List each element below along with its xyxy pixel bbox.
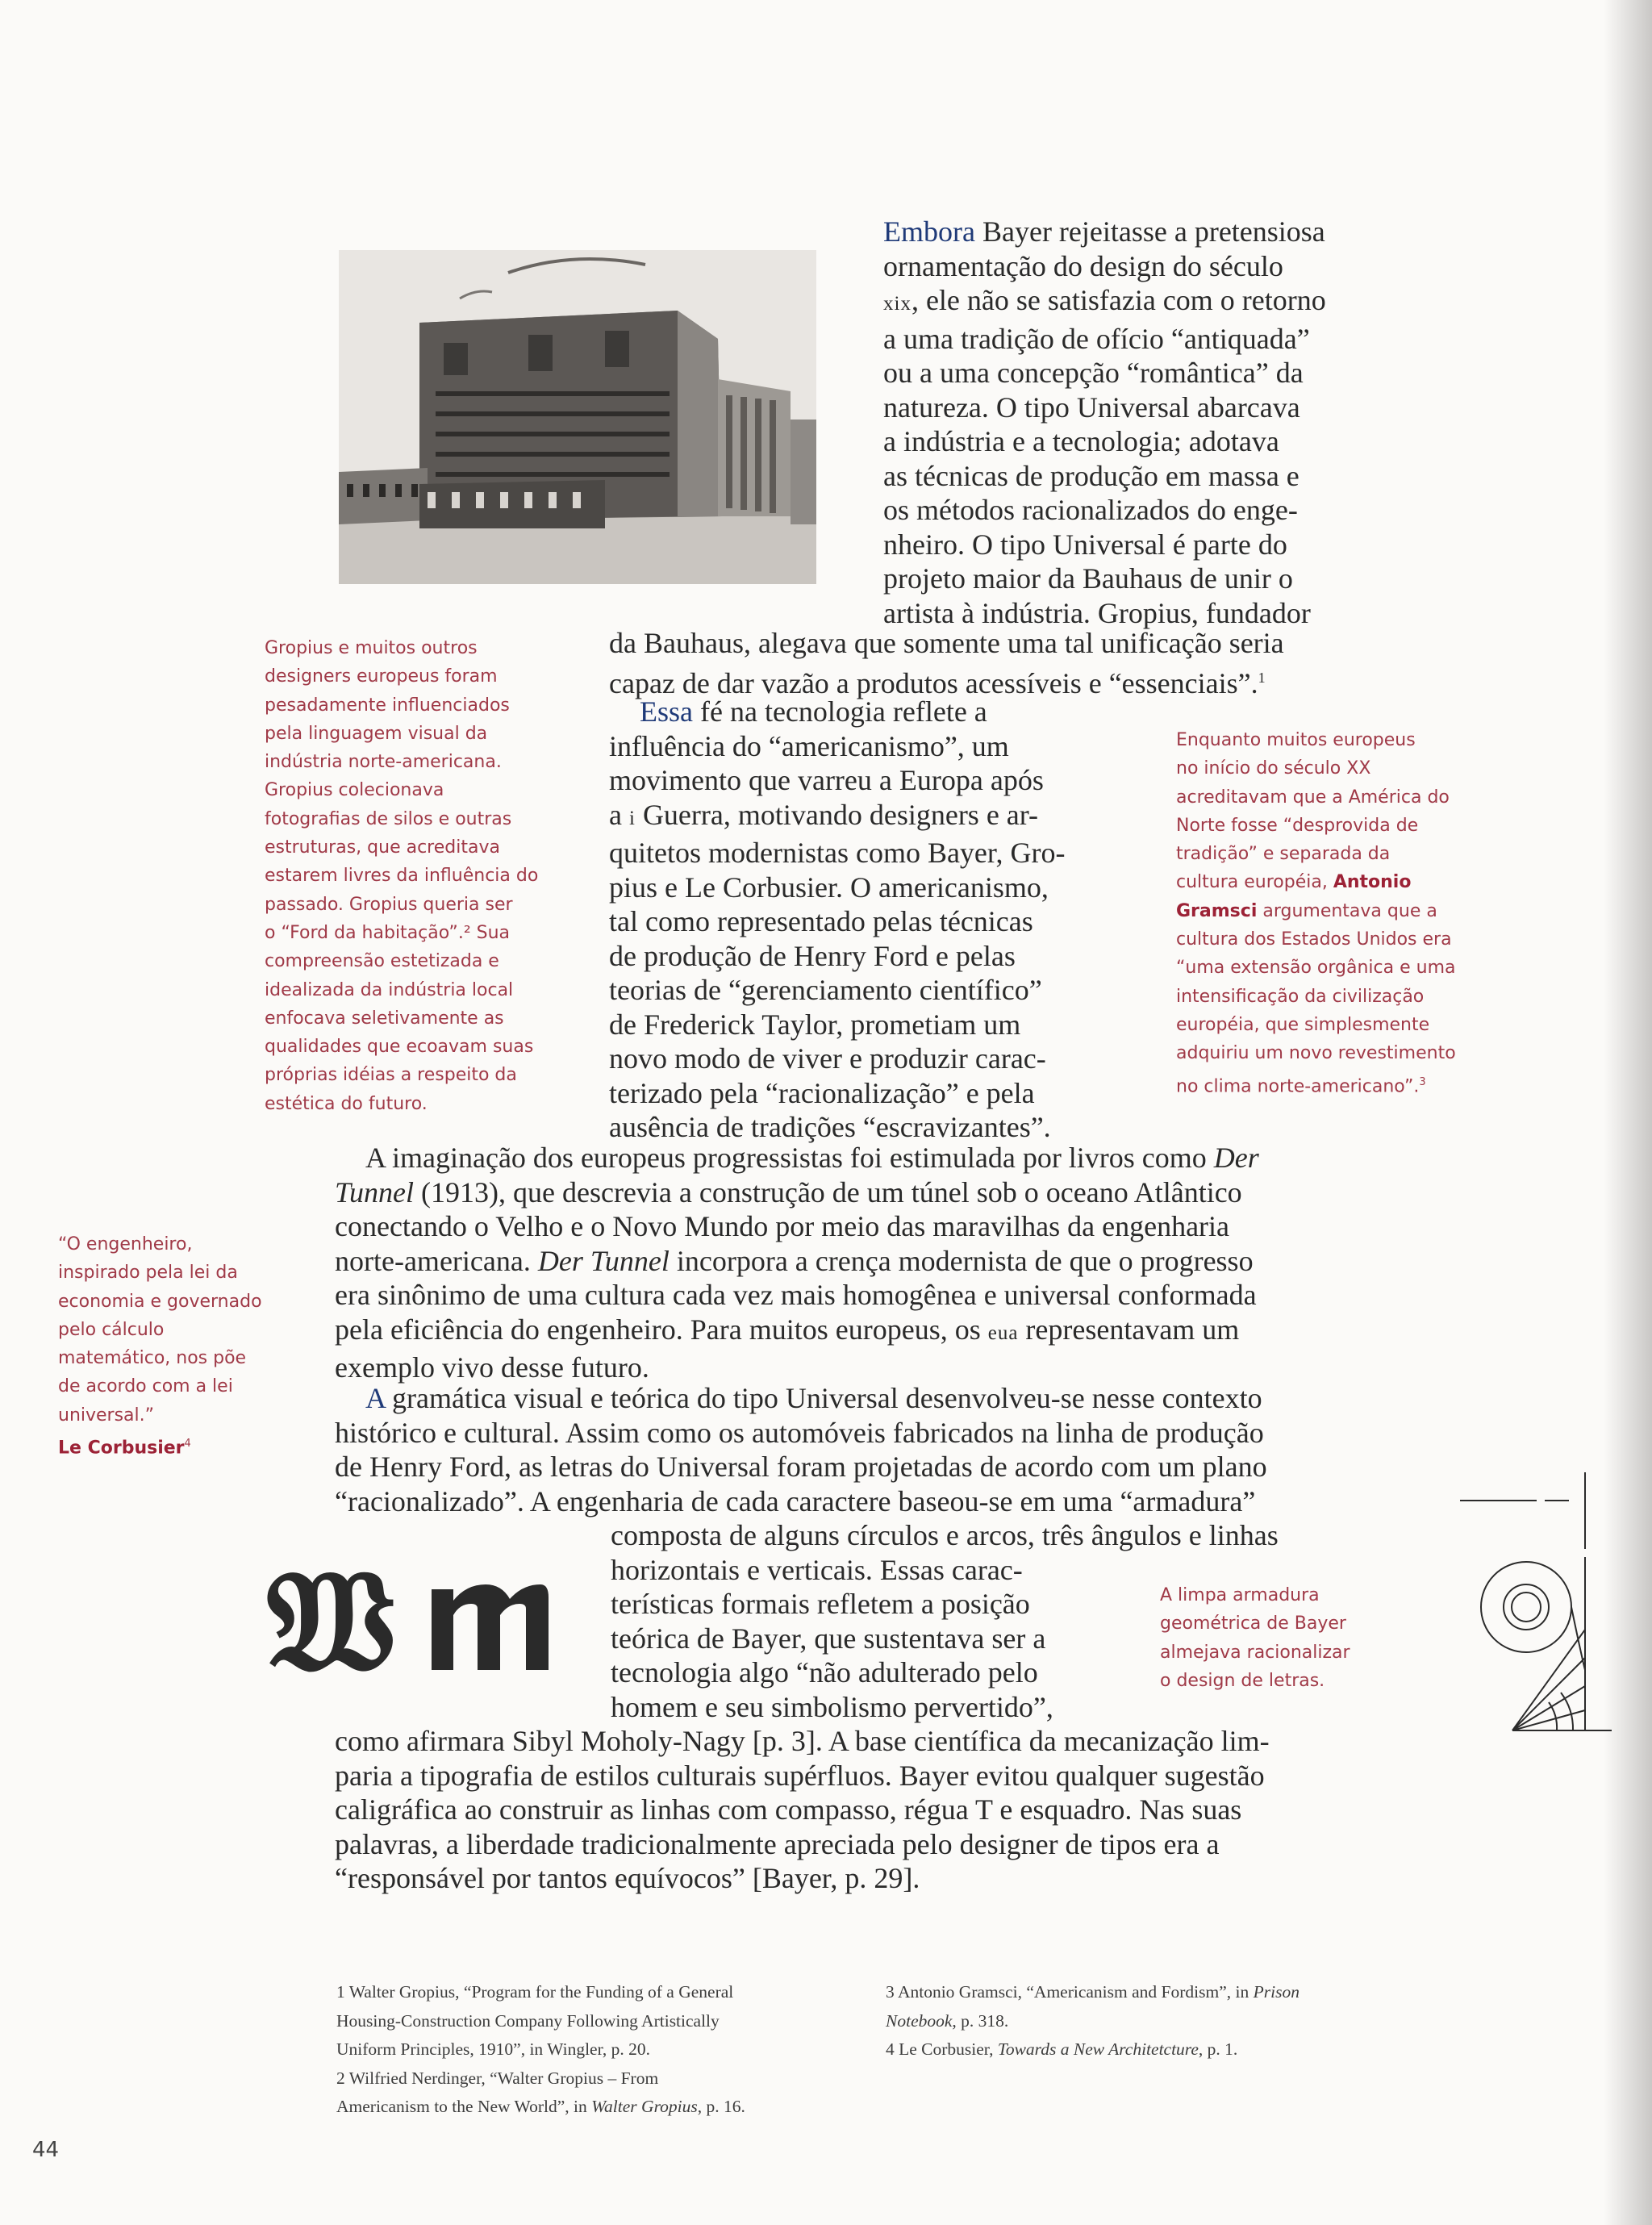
sidebar-line: no início do século XX: [1176, 758, 1371, 779]
quote-author: Le Corbusier: [58, 1438, 185, 1459]
paragraph-embora-cont: [609, 626, 1284, 700]
caption-line: estética do futuro.: [265, 1093, 428, 1114]
caption-line: estruturas, que acreditava: [265, 837, 500, 858]
caption-line: próprias idéias a respeito da: [265, 1065, 517, 1086]
footnote-2: 2 Wilfried Nerdinger, “Walter Gropius – From: [336, 2068, 659, 2088]
text-line: “responsável por tantos equívocos” [Bayer, p. 29].: [335, 1862, 920, 1894]
gramsci-sidebar: [1176, 726, 1466, 1100]
text-line: paria a tipografia de estilos culturais supérfluos. Bayer evitou qualquer sugestão: [335, 1759, 1265, 1792]
page-edge-shadow: [1604, 0, 1652, 2225]
caption-line: passado. Gropius queria ser: [265, 894, 513, 915]
small-caps: i: [628, 807, 636, 829]
text-line: caligráfica ao construir as linhas com compasso, régua T e esquadro. Nas suas: [335, 1793, 1242, 1826]
text-line: fé na tecnologia reflete a: [693, 695, 987, 728]
footnotes-left: [336, 1978, 745, 2122]
footnote-title: Notebook: [886, 2010, 953, 2031]
book-title: Der: [1213, 1142, 1259, 1174]
book-title: Der Tunnel: [537, 1244, 670, 1277]
quote-line: inspirado pela lei da: [58, 1263, 238, 1284]
paragraph-der-tunnel: [335, 1141, 1259, 1385]
sidebar-line: acreditavam que a América do: [1176, 787, 1450, 808]
text-line: como afirmara Sibyl Moholy-Nagy [p. 3]. A base científica da mecanização lim-: [335, 1725, 1270, 1757]
caption-line: o design de letras.: [1160, 1670, 1325, 1691]
caption-line: Gropius e muitos outros: [265, 638, 478, 658]
sidebar-line: européia, que simplesmente: [1176, 1014, 1430, 1035]
footnote-3: 3 Antonio Gramsci, “Americanism and Fordism”, in: [886, 1982, 1254, 2002]
caption-line: indústria norte-americana.: [265, 752, 502, 773]
book-title: Tunnel: [335, 1175, 415, 1209]
quote-line: “O engenheiro,: [58, 1234, 193, 1254]
text-line: tal como representado pelas técnicas: [609, 905, 1033, 937]
footnote-title: Walter Gropius: [591, 2097, 698, 2116]
text-line: natureza. O tipo Universal abarcava: [883, 390, 1300, 424]
paragraph-embora: [883, 215, 1326, 630]
footnote-text: , p. 318.: [952, 2010, 1009, 2031]
text-line: capaz de dar vazão a produtos acessíveis e “essenciais”.: [609, 666, 1258, 699]
text-line: teórica de Bayer, que sustentava ser a: [611, 1622, 1046, 1655]
text-line: ornamentação do design do século: [883, 249, 1283, 282]
text-line: os métodos racionalizados do enge-: [883, 494, 1298, 526]
text-line: histórico e cultural. Assim como os automóveis fabricados na linha de produção: [335, 1416, 1264, 1449]
caption-line: compreensão estetizada e: [265, 951, 499, 972]
text-line: “racionalizado”. A engenharia de cada caractere baseou-se em uma “armadura”: [335, 1484, 1256, 1517]
footnote-ref: 4: [184, 1438, 191, 1451]
text-line: terizado pela “racionalização” e pela: [609, 1076, 1035, 1109]
lead-word: Essa: [640, 695, 693, 728]
text-line: as técnicas de produção em massa e: [883, 459, 1299, 492]
footnote-text: , p. 1.: [1198, 2039, 1238, 2059]
text: incorpora a crença modernista de que o progresso: [669, 1244, 1254, 1277]
text-line: exemplo vivo desse futuro.: [335, 1351, 649, 1384]
gramsci-name: Antonio: [1333, 872, 1412, 893]
footnote-text: Americanism to the New World”, in: [336, 2097, 592, 2116]
text-line: Bayer rejeitasse a pretensiosa: [974, 215, 1325, 248]
quote-line: universal.”: [58, 1405, 155, 1426]
text-line: era sinônimo de uma cultura cada vez mais homogênea e universal conformada: [335, 1279, 1257, 1311]
paragraph-gramatica-wrap: [611, 1518, 1279, 1724]
quote-line: economia e governado: [58, 1291, 262, 1312]
sidebar-line: “uma extensão orgânica e uma: [1176, 958, 1456, 979]
caption-line: geométrica de Bayer: [1160, 1613, 1346, 1634]
sidebar-line: cultura dos Estados Unidos era: [1176, 929, 1452, 950]
letter-comparison-illustration: [266, 1549, 549, 1682]
paragraph-gramatica: [335, 1381, 1267, 1518]
caption-line: almejava racionalizar: [1160, 1642, 1350, 1663]
text-line: tecnologia algo “não adulterado pelo: [611, 1656, 1038, 1689]
gramsci-name: Gramsci: [1176, 900, 1258, 921]
text: pela eficiência do engenheiro. Para muitos europeus, os: [335, 1313, 988, 1346]
blackletter-w-glyph: 𝔚: [266, 1549, 395, 1682]
page-number: 44: [32, 2138, 60, 2162]
footnote-1-cont: Uniform Principles, 1910”, in Wingler, p. 20.: [336, 2039, 651, 2059]
text-line: influência do “americanismo”, um: [609, 729, 1009, 762]
photo-caption: [265, 634, 555, 1118]
sidebar-text: argumentava que a: [1257, 900, 1437, 921]
footnote-title: Prison: [1253, 1982, 1299, 2002]
text-line: conectando o Velho e o Novo Mundo por meio das maravilhas da engenharia: [335, 1210, 1230, 1242]
caption-line: qualidades que ecoavam suas: [265, 1037, 534, 1058]
text-line: teorias de “gerenciamento científico”: [609, 974, 1042, 1006]
text-line: de Frederick Taylor, prometiam um: [609, 1008, 1021, 1041]
text-line: , ele não se satisfazia com o retorno: [911, 284, 1326, 316]
armature-geometry-diagram: [1452, 1468, 1617, 1743]
text-line: projeto maior da Bauhaus de unir o: [883, 562, 1293, 595]
paragraph-americanismo: [609, 695, 1065, 1145]
text: (1913), que descrevia a construção de um túnel sob o oceano Atlântico: [414, 1175, 1242, 1209]
industrial-building-photo: [339, 250, 816, 584]
caption-line: fotografias de silos e outras: [265, 808, 512, 829]
quote-line: pelo cálculo: [58, 1319, 165, 1340]
quote-line: de acordo com a lei: [58, 1376, 233, 1397]
text: a: [609, 798, 629, 831]
text-line: de produção de Henry Ford e pelas: [609, 939, 1016, 972]
paragraph-gramatica-end: [335, 1724, 1270, 1896]
universal-m-glyph: [432, 1584, 549, 1670]
caption-line: A limpa armadura: [1160, 1585, 1320, 1605]
lead-word: A: [365, 1382, 386, 1414]
footnote-text: , p. 16.: [697, 2097, 745, 2116]
small-caps: eua: [987, 1321, 1019, 1344]
text-line: palavras, a liberdade tradicionalmente apreciada pelo designer de tipos era a: [335, 1827, 1220, 1860]
text-line: terísticas formais refletem a posição: [611, 1588, 1030, 1620]
sidebar-text: no clima norte-americano”.: [1176, 1075, 1420, 1096]
text-line: composta de alguns círculos e arcos, três ângulos e linhas: [611, 1519, 1279, 1551]
caption-line: Gropius colecionava: [265, 780, 444, 801]
text-line: homem e seu simbolismo pervertido”,: [611, 1690, 1053, 1723]
text-line: ausência de tradições “escravizantes”.: [609, 1111, 1051, 1143]
text: Guerra, motivando designers e ar-: [635, 798, 1039, 831]
text: norte-americana.: [335, 1244, 538, 1277]
text: A imaginação dos europeus progressistas foi estimulada por livros como: [365, 1142, 1214, 1174]
footnote-1: 1 Walter Gropius, “Program for the Funding of a General: [336, 1982, 734, 2002]
quote-line: matemático, nos põe: [58, 1348, 247, 1369]
text-line: ou a uma concepção “romântica” da: [883, 357, 1304, 389]
sidebar-line: Norte fosse “desprovida de: [1176, 815, 1419, 836]
caption-line: estarem livres da influência do: [265, 866, 539, 887]
caption-line: idealizada da indústria local: [265, 979, 514, 1000]
text: representavam um: [1018, 1313, 1240, 1346]
text-line: nheiro. O tipo Universal é parte do: [883, 528, 1287, 561]
text-line: movimento que varreu a Europa após: [609, 764, 1044, 796]
sidebar-line: adquiriu um novo revestimento: [1176, 1043, 1456, 1064]
sidebar-text: cultura européia,: [1176, 872, 1333, 893]
footnote-1-cont: Housing-Construction Company Following Artistically: [336, 2010, 720, 2031]
text-line: da Bauhaus, alegava que somente uma tal unificação seria: [609, 627, 1284, 659]
sidebar-line: tradição” e separada da: [1176, 844, 1391, 865]
footnote-ref: 3: [1419, 1075, 1426, 1088]
footnote-ref: 1: [1258, 669, 1266, 686]
caption-line: o “Ford da habitação”.² Sua: [265, 922, 511, 943]
text-line: pius e Le Corbusier. O americanismo,: [609, 870, 1049, 904]
footnote-title: Towards a New Architetcture: [997, 2039, 1199, 2059]
footnotes-right: [886, 1978, 1299, 2064]
text-line: a uma tradição de ofício “antiquada”: [883, 322, 1310, 355]
footnote-4: 4 Le Corbusier,: [886, 2039, 998, 2059]
sidebar-line: Enquanto muitos europeus: [1176, 730, 1416, 750]
lead-word: Embora: [883, 215, 975, 248]
text-line: artista à indústria. Gropius, fundador: [883, 596, 1311, 629]
sidebar-line: intensificação da civilização: [1176, 986, 1425, 1007]
small-caps: xix: [883, 293, 912, 315]
text-line: a indústria e a tecnologia; adotava: [883, 425, 1279, 457]
text-line: quitetos modernistas como Bayer, Gro-: [609, 837, 1066, 869]
caption-line: enfocava seletivamente as: [265, 1008, 504, 1029]
text-line: horizontais e verticais. Essas carac-: [611, 1553, 1023, 1586]
corbusier-quote: [58, 1230, 276, 1463]
caption-line: pela linguagem visual da: [265, 723, 488, 744]
caption-line: designers europeus foram: [265, 666, 498, 687]
caption-line: pesadamente influenciados: [265, 695, 510, 716]
text-line: gramática visual e teórica do tipo Universal desenvolveu-se nesse contexto: [385, 1382, 1262, 1414]
text-line: de Henry Ford, as letras do Universal foram projetadas de acordo com um plano: [335, 1451, 1267, 1483]
text-line: novo modo de viver e produzir carac-: [609, 1042, 1046, 1075]
